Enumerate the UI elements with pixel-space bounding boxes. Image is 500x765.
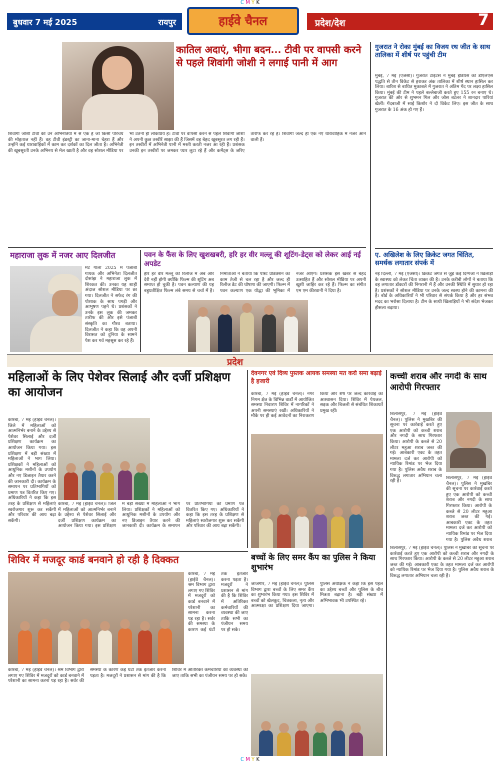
sahayata-crowd-photo (251, 434, 383, 548)
accused-photo (446, 412, 492, 472)
section-bar (307, 10, 493, 30)
sewing-headline: महिलाओं के लिए पेशेवर सिलाई और दर्जी प्रशिक्षण का आयोजन (8, 370, 231, 399)
registration-marks-bottom: C M Y K (240, 757, 260, 763)
section-divider-label: प्रदेश (227, 358, 244, 368)
pawan-team-photo (188, 300, 308, 352)
pawan-headline: पवन के फैंस के लिए खुशखबरी, हरि हर वीर मल्लू की शूटिंग-डेट्स को लेकर आई नई अपडेट (144, 250, 361, 268)
page-number: 7 (477, 10, 489, 29)
liquor-body-more: बिलासपुर, 7 मई (हाईवे चैनल)। पुलिस ने मुखबिर की सूचना पर कार्रवाई करते हुए एक आरोपी को कच्ची शराब और नगदी के साथ गिरफ्तार किया। आरोपी के कब्जे से 20 लीटर महुआ शराब जब्त की गई। आबकारी एक्ट के तहत मामला दर्ज कर आरोपी को न्यायिक रिमांड पर भेज दिया गया है। पुलिस अवैध शराब के विरुद्ध लगातार अभियान चला रही है। (390, 546, 494, 579)
camp-headline: शिविर में मजदूर कार्ड बनवाने हो रही है दिक्कत (8, 555, 179, 566)
akhilesh-body: नई दिल्ली, 7 मई (एजेंसी)। क्रिकेट जगत से जुड़े कई दिग्गजों ने खिलाड़ी के स्वास्थ्य को लेकर चिंता व्यक्त की है। उनके करीबी लोगों ने बताया कि वह लगातार डॉक्टरों की निगरानी में हैं और उनकी स्थिति में सुधार हो रहा है। प्रशंसकों ने सोशल मीडिया पर उनके जल्द स्वस्थ होने की कामना की है। बोर्ड के अधिकारियों ने भी परिवार से संपर्क किया है और हर संभव मदद का भरोसा दिलाया है। टीम के साथी खिलाड़ियों ने भी संदेश भेजकर हौसला बढ़ाया। (375, 272, 493, 311)
maharaja-headline: महाराजा लुक में नजर आए दिलजीत (10, 250, 116, 260)
lead-body: शिवांगी जोशी टीवी की उन अभिनेत्रियों में से एक हैं जो किसी परिचय की मोहताज नहीं हैं। वह टीवी इंडस्ट्री का जाना-माना चेहरा हैं और उन्होंने कई धारावाहिकों में काम कर दर्शकों का दिल जीता है। अभिनेत्री की खूबसूरती उनके अभिनय से मेल खाती है और वह सोशल मीडिया पर भी उतनी ही लोकप्रिय हैं। टीवी पर वापसी करने से पहले शिवांगी जोशी ने अपनी कुछ तस्वीरें साझा की हैं जिसमें वह बेहद खूबसूरत लग रही हैं। इन तस्वीरों में अभिनेत्री पानी में मस्ती करती नजर आ रही हैं। प्रशंसक उनकी इन तस्वीरों पर जमकर प्यार लुटा रहे हैं और कमेंट्स के जरिए तारीफ कर रहे हैं। शिवांगी जल्द ही एक नए धारावाहिक में नजर आने वाली हैं। (8, 132, 366, 154)
masthead (7, 7, 493, 35)
liquor-headline: कच्ची शराब और नगदी के साथ आरोपी गिरफ्तार (390, 372, 487, 393)
gujarat-body: मुंबई, 7 मई (एजेंसी)। गुजरात टाइटंस ने मुंबई इंडियंस को डीएलएस पद्धति से तीन विकेट से हराकर अंक तालिका में शीर्ष स्थान हासिल कर लिया। बारिश से बाधित मुकाबले में गुजरात ने अंतिम गेंद पर लक्ष्य हासिल किया। मुंबई की टीम ने पहले बल्लेबाजी करते हुए 155 रन बनाए थे। गुजरात की ओर से शुभमन गिल और जोस बटलर ने शानदार पारियां खेलीं। गेंदबाजी में साई किशोर ने दो विकेट लिए। इस जीत के साथ गुजरात के 16 अंक हो गए हैं। (375, 74, 493, 113)
liquor-body: बिलासपुर, 7 मई (हाईवे चैनल)। पुलिस ने मुखबिर की सूचना पर कार्रवाई करते हुए एक आरोपी को कच्ची शराब और नगदी के साथ गिरफ्तार किया। आरोपी के कब्जे से 20 लीटर महुआ शराब जब्त की गई। आबकारी एक्ट के तहत मामला दर्ज कर आरोपी को न्यायिक रिमांड पर भेज दिया गया है। पुलिस अवैध शराब के विरुद्ध लगातार अभियान चला रही है। (390, 412, 442, 485)
camp-body: कोरबा, 7 मई (हाईवे चैनल)। श्रम विभाग द्वारा लगाए गए शिविर में मजदूरों को कार्ड बनवाने में परेशानी का सामना करना पड़ रहा है। सर्वर की समस्या के कारण कई घंटों तक इंतजार करना पड़ता है। मजदूरों ने प्रशासन से मांग की है कि शिविर में अतिरिक्त कर्मचारियों की व्यवस्था की जाए ताकि सभी का पंजीयन समय पर हो सके। (8, 668, 248, 685)
issue-date: बुधवार 7 मई 2025 (13, 18, 78, 27)
edition-city: रायपुर (158, 18, 176, 27)
diljit-photo (10, 266, 82, 352)
police-headline: बच्चों के लिए समर कैंप का पुलिस ने किया शुभारंभ (251, 552, 376, 572)
akhilesh-headline: ए. अखिलेश के लिए क्रिकेट जगत चिंतित, समर्थक लगातार संपर्क में (375, 251, 475, 267)
gujarat-headline: गुजरात ने रोका मुंबई का विजय रथ जीत के साथ तालिका में शीर्ष पर पहुंची टीम (375, 43, 491, 59)
section-name: प्रदेश/देश (315, 19, 346, 29)
pawan-body: हरि हर वीर मल्लू की रिलीज में अब और देरी नहीं होगी क्योंकि फिल्म की शूटिंग अब समाप्त हो चुकी है। पवन कल्याण की यह बहुप्रतीक्षित फिल्म लंबे समय से चर्चा में है। निर्माताओं ने बताया कि पोस्ट प्रोडक्शन का काम तेजी से चल रहा है और जल्द ही रिलीज डेट की घोषणा की जाएगी। फिल्म में पवन कल्याण एक योद्धा की भूमिका में नजर आएंगे। प्रशंसक इस खबर से बेहद उत्साहित हैं और सोशल मीडिया पर अपनी खुशी जाहिर कर रहे हैं। फिल्म का संगीत एम एम कीरवानी ने दिया है। (144, 272, 366, 294)
camp-body-side: कोरबा, 7 मई (हाईवे चैनल)। श्रम विभाग द्वारा लगाए गए शिविर में मजदूरों को कार्ड बनवाने में परेशानी का सामना करना पड़ रहा है। सर्वर की समस्या के कारण कई घंटों तक इंतजार करना पड़ता है। मजदूरों ने प्रशासन से मांग की है कि शिविर में अतिरिक्त कर्मचारियों की व्यवस्था की जाए ताकि सभी का पंजीयन समय पर हो सके। (188, 572, 248, 633)
sahayata-headline: देवनगर एवं दिव्य पुस्तक आयक समस्या मत करो समा बढ़ाई है हजारी (251, 370, 382, 385)
actress-photo (62, 42, 174, 130)
sewing-body: कोरबा, 7 मई (हाईवे चैनल)। जिले में महिलाओं को आत्मनिर्भर बनाने के उद्देश्य से पेशेवर सिलाई और दर्जी प्रशिक्षण कार्यक्रम का आयोजन किया गया। इस प्रशिक्षण में बड़ी संख्या में महिलाओं ने भाग लिया। प्रशिक्षकों ने महिलाओं को आधुनिक मशीनों के उपयोग और नए डिजाइन तैयार करने की जानकारी दी। कार्यक्रम के समापन पर प्रतिभागियों को प्रमाण पत्र वितरित किए गए। अधिकारियों ने कहा कि इस तरह के प्रशिक्षण से महिलाएं स्वरोजगार शुरू कर सकेंगी और परिवार की आय बढ़ा सकेंगी। (58, 502, 244, 530)
police-body: जांजगीर, 7 मई (हाईवे चैनल)। पुलिस विभाग द्वारा बच्चों के लिए समर कैंप का शुभारंभ किया गया। इस शिविर में बच्चों को खेलकूद, चित्रकला, नृत्य और आत्मरक्षा का प्रशिक्षण दिया जाएगा। पुलिस अधीक्षक ने कहा कि इस पहल का उद्देश्य बच्चों और पुलिस के बीच मित्रता बढ़ाना है। बड़ी संख्या में अभिभावक भी उपस्थित रहे। (251, 582, 383, 610)
dateline-bar (7, 13, 182, 30)
sewing-class-photo (58, 418, 150, 500)
maharaja-body: मेट गाला 2025 में पंजाबी गायक और अभिनेता दिलजीत दोसांझ ने महाराजा लुक में शिरकत की। उनका यह शाही अंदाज सोशल मीडिया पर छा गया। दिलजीत ने सफेद रंग की पोशाक के साथ पगड़ी और आभूषण पहने थे। प्रशंसकों ने उनके इस लुक की जमकर तारीफ की और इसे पंजाबी संस्कृति का गौरव बताया। दिलजीत ने कहा कि वह अपनी विरासत को दुनिया के सामने पेश कर गर्व महसूस कर रहे हैं। (85, 266, 137, 344)
lead-headline: कातिल अदाएं, भीगा बदन... टीवी पर वापसी करने से पहले शिवांगी जोशी ने लगाई पानी में आग (176, 45, 362, 69)
police-camp-photo (251, 674, 383, 756)
camp-rally-photo (8, 572, 184, 664)
liquor-body-cont: बिलासपुर, 7 मई (हाईवे चैनल)। पुलिस ने मुखबिर की सूचना पर कार्रवाई करते हुए एक आरोपी को कच्ची शराब और नगदी के साथ गिरफ्तार किया। आरोपी के कब्जे से 20 लीटर महुआ शराब जब्त की गई। आबकारी एक्ट के तहत मामला दर्ज कर आरोपी को न्यायिक रिमांड पर भेज दिया गया है। पुलिस अवैध शराब (446, 476, 492, 542)
sahayata-body: कोरबा, 7 मई (हाईवे चैनल)। नगर निगम क्षेत्र के विभिन्न वार्डों में आयोजित समस्या निवारण शिविर में नागरिकों ने अपनी समस्याएं रखीं। अधिकारियों ने मौके पर ही कई आवेदनों का निराकरण किया और शेष पर जल्द कार्रवाई का आश्वासन दिया। शिविर में पेयजल, सड़क और बिजली से संबंधित शिकायतें प्रमुख रहीं। (251, 392, 383, 420)
sewing-body-lead: कोरबा, 7 मई (हाईवे चैनल)। जिले में महिलाओं को आत्मनिर्भर बनाने के उद्देश्य से पेशेवर सिलाई और दर्जी प्रशिक्षण कार्यक्रम का आयोजन किया गया। इस प्रशिक्षण में बड़ी संख्या में महिलाओं ने भाग लिया। प्रशिक्षकों ने महिलाओं को आधुनिक मशीनों के उपयोग और नए डिजाइन तैयार करने की जानकारी दी। कार्यक्रम के समापन पर प्रतिभागियों को प्रमाण पत्र वितरित किए गए। अधिकारियों ने कहा कि इस तरह के प्रशिक्षण से महिलाएं स्वरोजगार शुरू कर सकेंगी और परिवार की आय बढ़ा सकेंगी। (8, 418, 56, 524)
registration-marks: C M Y K (240, 0, 260, 6)
newspaper-logo: हाईवे चैनल (187, 7, 299, 35)
section-divider (7, 354, 493, 367)
